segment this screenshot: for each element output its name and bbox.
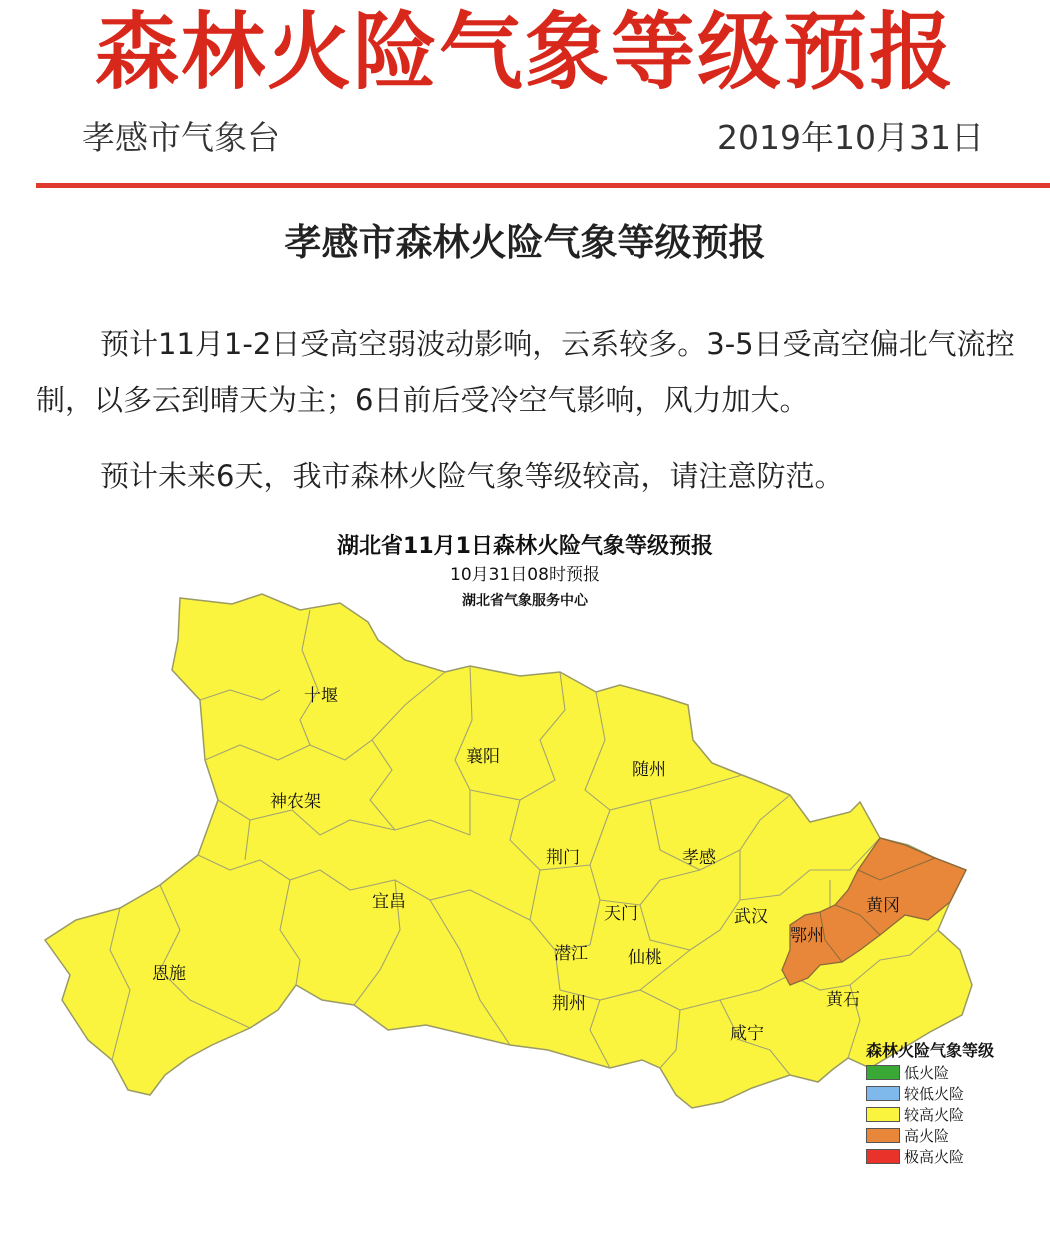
- legend-item-extreme: [866, 1146, 1016, 1167]
- map-subtitle: 10月31日08时预报: [450, 565, 600, 585]
- issuer-name: 孝感市气象台: [82, 118, 280, 157]
- main-title: 森林火险气象等级预报: [94, 3, 955, 101]
- forecast-paragraph-2: 预计未来6天，我市森林火险气象等级较高，请注意防范。: [100, 459, 844, 493]
- legend-swatch: [866, 1086, 900, 1101]
- document-heading: 孝感市森林火险气象等级预报: [284, 221, 766, 264]
- legend-item-mid-high: [866, 1104, 1016, 1125]
- legend-title: 森林火险气象等级: [866, 1041, 995, 1060]
- legend-swatch: [866, 1149, 900, 1164]
- city-label-huangshi: 黄石: [826, 990, 860, 1010]
- legend-label: 低火险: [904, 1064, 950, 1082]
- city-label-qianjiang: 潜江: [554, 944, 588, 964]
- legend-item-low: [866, 1062, 1016, 1083]
- map-title: 湖北省11月1日森林火险气象等级预报: [337, 534, 713, 559]
- legend-swatch: [866, 1065, 900, 1080]
- forecast-paragraph-1: 预计11月1-2日受高空弱波动影响，云系较多。3-5日受高空偏北气流控制，以多云到晴天为主；6日前后受冷空气影响，风力加大。: [36, 327, 1015, 417]
- city-label-xiangyang: 襄阳: [466, 747, 500, 767]
- legend-label: 较高火险: [904, 1106, 965, 1124]
- legend-label: 高火险: [904, 1127, 950, 1145]
- city-label-suizhou: 随州: [632, 760, 666, 780]
- city-label-ezhou: 鄂州: [790, 926, 824, 946]
- city-label-huanggang: 黄冈: [866, 896, 900, 916]
- city-label-xianning: 咸宁: [730, 1024, 764, 1044]
- legend-item-high: [866, 1125, 1016, 1146]
- legend-label: 较低火险: [904, 1085, 965, 1103]
- province-region-mid-high-risk: [45, 594, 972, 1108]
- legend-item-lower: [866, 1083, 1016, 1104]
- city-label-wuhan: 武汉: [734, 907, 768, 927]
- issue-date: 2019年10月31日: [717, 118, 984, 157]
- city-label-shiyan: 十堰: [304, 686, 338, 706]
- city-label-shennongjia: 神农架: [270, 792, 321, 812]
- city-label-xiaogan: 孝感: [682, 848, 716, 868]
- map-organization: 湖北省气象服务中心: [462, 593, 588, 609]
- legend-label: 极高火险: [904, 1148, 965, 1166]
- city-label-yichang: 宜昌: [372, 892, 406, 912]
- city-label-jingzhou: 荆州: [552, 994, 586, 1014]
- city-label-tianmen: 天门: [604, 904, 638, 924]
- city-label-jingmen: 荆门: [546, 848, 580, 868]
- city-label-xiantao: 仙桃: [628, 948, 662, 968]
- legend-swatch: [866, 1107, 900, 1122]
- city-label-enshi: 恩施: [152, 964, 186, 984]
- map-legend: [866, 1040, 1016, 1167]
- legend-swatch: [866, 1128, 900, 1143]
